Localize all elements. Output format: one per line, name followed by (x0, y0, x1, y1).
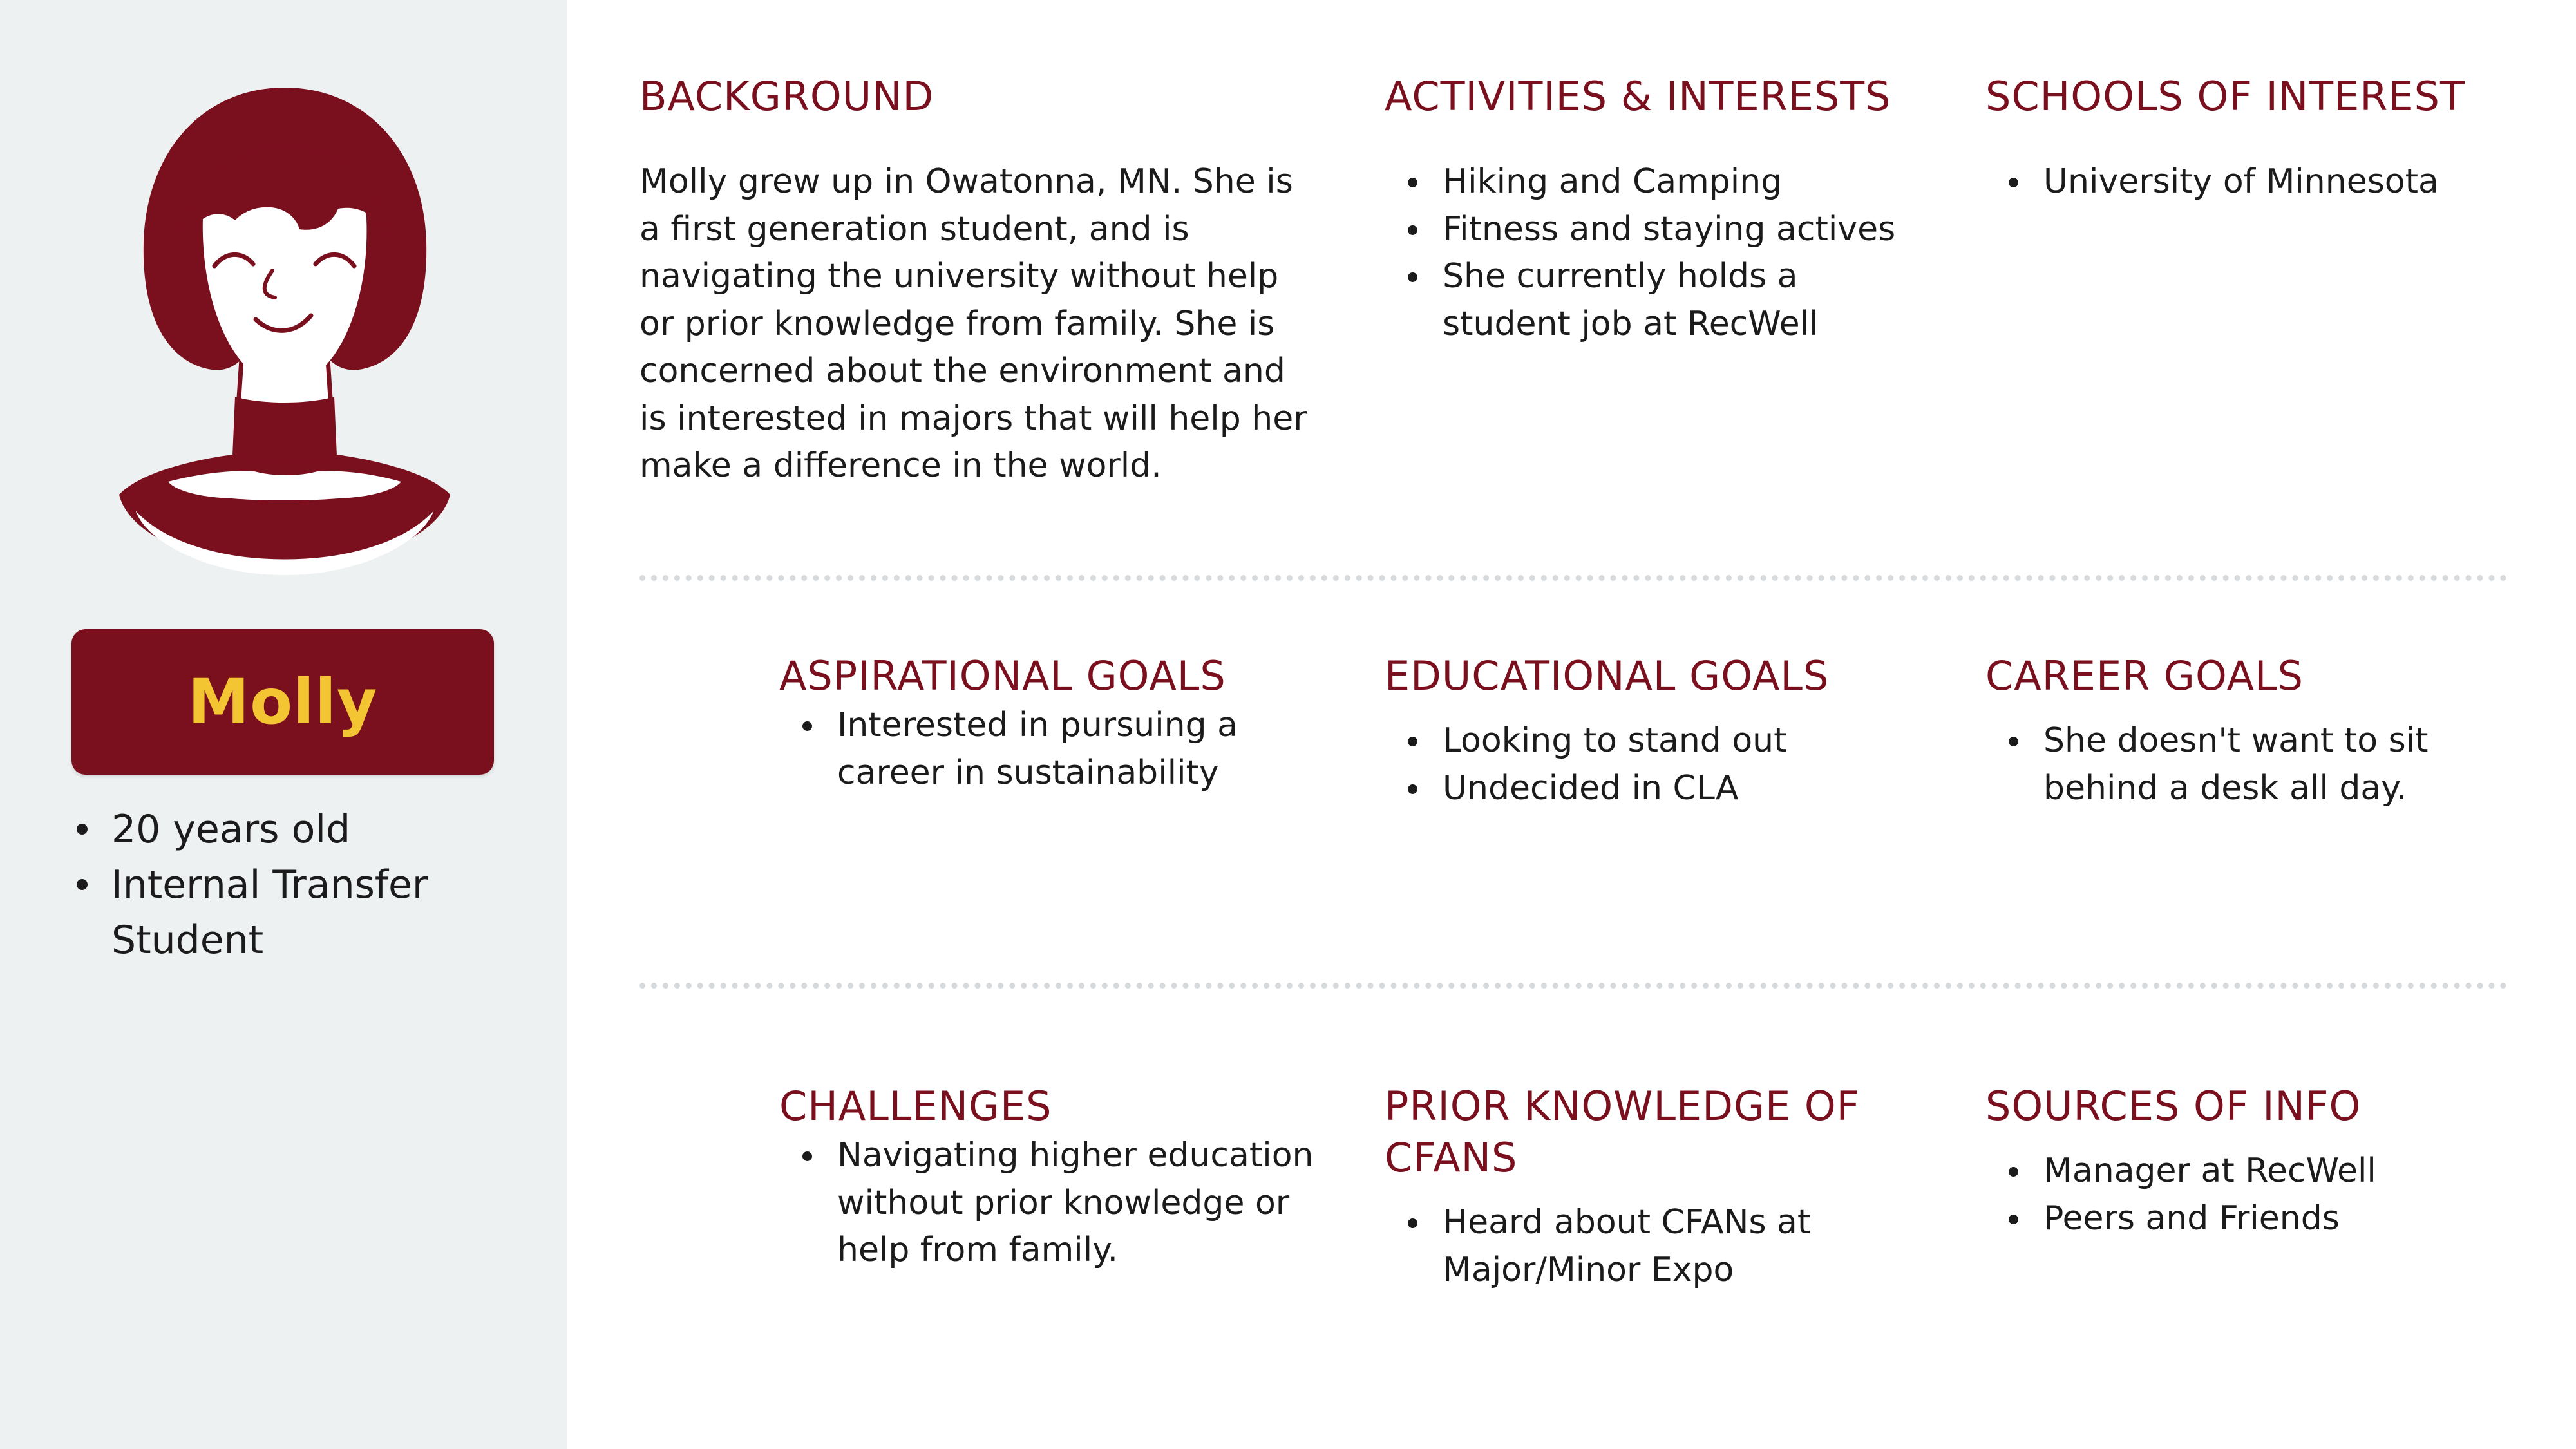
career-heading: CAREER GOALS (1985, 652, 2304, 699)
background-text: Molly grew up in Owatonna, MN. She is a first generation student, and is navigating the university without help or prior knowledge from family. She is concerned about the environment and is interested in majors that will help her make a difference in the world. (639, 162, 1307, 485)
persona-fact-status: Internal Transfer Student (71, 857, 535, 968)
background-heading: BACKGROUND (639, 73, 934, 120)
aspirational-heading: ASPIRATIONAL GOALS (779, 652, 1226, 699)
list-item: Manager at RecWell (1985, 1148, 2552, 1195)
career-list (1985, 717, 2552, 812)
challenges-heading: CHALLENGES (779, 1083, 1052, 1130)
sources-section (1985, 1081, 2552, 1242)
section-divider (639, 983, 2507, 989)
aspirational-section (779, 650, 1314, 797)
persona-name: Molly (187, 666, 378, 738)
list-item: Navigating higher education without prior knowledge or help from family. (779, 1132, 1314, 1274)
persona-fact-age: 20 years old (71, 802, 535, 857)
activities-list (1385, 158, 1919, 348)
schools-section (1985, 71, 2552, 206)
sources-heading: SOURCES OF INFO (1985, 1083, 2362, 1130)
schools-heading: SCHOOLS OF INTEREST (1985, 73, 2465, 120)
educational-section (1385, 650, 1919, 812)
prior-knowledge-list (1385, 1199, 1919, 1294)
avatar-collar (232, 397, 337, 465)
persona-facts (71, 802, 535, 968)
activities-heading: ACTIVITIES & INTERESTS (1385, 73, 1891, 120)
challenges-section (779, 1081, 1314, 1274)
avatar (106, 82, 464, 582)
sources-list (1985, 1148, 2552, 1242)
list-item: Peers and Friends (1985, 1195, 2552, 1243)
list-item: Undecided in CLA (1385, 765, 1919, 813)
persona-sidebar (0, 0, 567, 1449)
persona-name-badge (71, 629, 494, 775)
schools-list (1985, 158, 2552, 206)
list-item: University of Minnesota (1985, 158, 2552, 206)
prior-knowledge-section (1385, 1081, 1919, 1294)
career-section (1985, 650, 2552, 812)
educational-list (1385, 717, 1919, 812)
section-divider (639, 575, 2507, 581)
list-item: Fitness and staying actives (1385, 206, 1919, 254)
aspirational-list (779, 702, 1314, 797)
list-item: Interested in pursuing a career in sustainability (779, 702, 1314, 797)
list-item: Hiking and Camping (1385, 158, 1919, 206)
list-item: She currently holds a student job at RecWell (1385, 253, 1919, 348)
educational-heading: EDUCATIONAL GOALS (1385, 652, 1830, 699)
background-section (639, 71, 1309, 490)
challenges-list (779, 1132, 1314, 1274)
prior-knowledge-heading: PRIOR KNOWLEDGE OF CFANS (1385, 1083, 1861, 1181)
list-item: She doesn't want to sit behind a desk all day. (1985, 717, 2552, 812)
activities-section (1385, 71, 1919, 348)
list-item: Looking to stand out (1385, 717, 1919, 765)
list-item: Heard about CFANs at Major/Minor Expo (1385, 1199, 1919, 1294)
avatar-shirt (119, 455, 450, 565)
